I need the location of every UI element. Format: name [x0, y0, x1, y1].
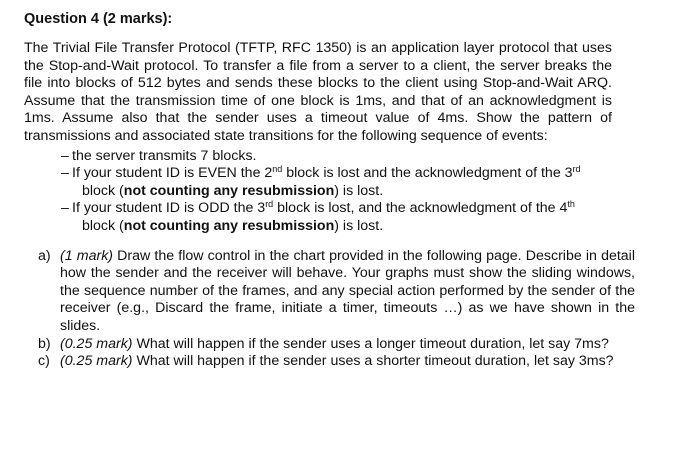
sub-question-a — [38, 248, 635, 336]
sub-question-list — [38, 248, 635, 371]
part-text: Draw the flow control in the chart provided in the following page. Describe in detail how the sender and the receiver will behave. Your graphs must show the sliding windows, the sequence number of the frames, and any special action performed by the sender of the receiver (e.g., Discard the frame, initiate a timer, timeouts …) as we have shown in the slides. — [60, 247, 635, 334]
event-text: If your student ID is EVEN the 2nd block is lost and the acknowledgment of the 3rd block (not counting any resubmission) is lost. — [72, 164, 581, 199]
part-text: What will happen if the sender uses a shorter timeout duration, let say 3ms? — [132, 353, 614, 370]
sub-question-c — [38, 353, 635, 371]
emphasis-text: not counting any resubmission — [123, 182, 335, 199]
event-text: the server transmits 7 blocks. — [72, 147, 257, 164]
dash-bullet: – — [61, 165, 69, 182]
mark-value: (0.25 mark) — [60, 353, 133, 370]
mark-value: (0.25 mark) — [60, 335, 133, 352]
sub-question-b — [38, 336, 635, 354]
part-label: b) — [38, 335, 51, 352]
emphasis-text: not counting any resubmission — [123, 217, 335, 234]
part-text: What will happen if the sender uses a longer timeout duration, let say 7ms? — [132, 335, 609, 352]
event-item — [61, 200, 613, 235]
mark-value: (1 mark) — [60, 247, 114, 264]
dash-bullet: – — [61, 147, 69, 164]
question-intro: The Trivial File Transfer Protocol (TFTP, RFC 1350) is an application layer protocol that uses the Stop-and-Wait protocol. To transfer a file from a server to a client, the server breaks the file into blocks of 512 bytes and sends these blocks to the client using Stop-and-Wait ARQ. Assume that the transmission time of one block is 1ms, and that of an acknowledgment is 1ms. Assume also that the sender uses a timeout value of 4ms. Show the pattern of transmissions and associated state transitions for the following sequence of events: — [24, 40, 612, 144]
event-list — [61, 148, 613, 236]
dash-bullet: – — [61, 200, 69, 217]
event-item — [61, 148, 613, 166]
question-title: Question 4 (2 marks): — [24, 11, 173, 27]
event-text: If your student ID is ODD the 3rd block is lost, and the acknowledgment of the 4th block (not counting any resubmission) is lost. — [72, 199, 575, 234]
part-label: a) — [38, 247, 51, 264]
event-item — [61, 165, 613, 200]
part-label: c) — [38, 353, 50, 370]
